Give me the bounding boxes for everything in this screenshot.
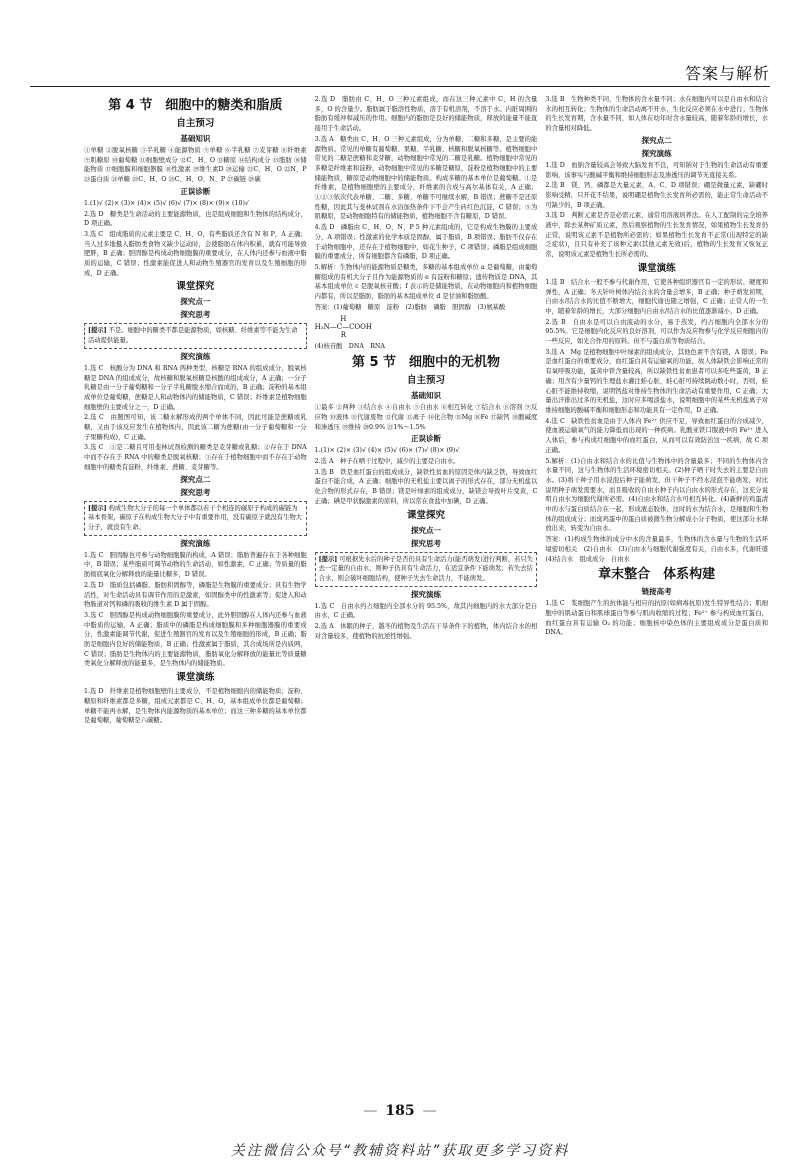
answer-text: 2.选 D 糖类是生命活动的主要能源物质，也是组成细胞和生物体的结构成分，D 项正确。 [84,210,307,228]
chapter-title: 章末整合 体系构建 [598,567,716,583]
heading-tjyl: 探究演练 [411,589,441,599]
heading-ktyl: 课堂演练 [637,262,676,274]
answer-text: 2.选 B 自由水是可以自由流动的水分，易于蒸发，约占细胞内全部水分的 95.5%。它是细胞内化反应的良好溶剂，可以作为反应物参与化学反应细胞内的一些反应，如光合作用的原料。但不与蛋白质等物质结合。 [545,318,769,346]
heading-zhengwu: 正误诊断 [180,186,211,196]
answer-text: 3.选 D 判断元素是否是必需元素，通常用溶液培养法。在人工配制的完全培养液中，除去某种矿质元素，然后观察植物的生长发育情况，如果植物生长发育仍正常，说明该元素不是植物所必需的；如果植物生长发育不正常(出现特定的缺乏症状)，且只有补充了该种元素(其他元素无效)后，植物的生长发育又恢复正常，说明该元素是植物生长所必需的。 [545,212,769,259]
heading-ketang: 课堂探究 [176,281,215,293]
answer-text: 2.选 D 脂肪由 C、H、O 三种元素组成，而在这三种元素中 C、H 的含量多，O 的含量少。脂肪属于脂溶性物质，溶于有机溶剂，不溶于水。内脏周围的脂肪有缓冲和减压的作用。细胞内的脂肪是良好的储能物质，释放的能量不能直接用于生命活动。 [314,96,538,133]
formula-h: H [340,315,347,324]
tip-box [84,323,307,348]
answer-text: 3.选 C 胆固醇是构成动物细胞膜的重要成分，此外胆固醇在人体内还参与血液中脂质的运输，A 正确；脂质中的磷脂是构成细胞膜和多种细胞器膜的重要成分，性激素能调节代谢，促进生殖器官的发育以及生殖细胞的形成，B 正确；脂肪是细胞内良好的储能物质，B 正确；性激素属于脂质，其合成场所是内质网，C 错误；脂肪是生物体内的主要能源物质，脂肪氧化分解释放的能量比等质量糖类氧化分解释放的能量多，是生物体内的储能物质。 [84,611,307,668]
heading-lianjie: 链接高考 [641,587,672,597]
tip-label: [提示] [318,555,338,563]
answer-text: 2.选 A 种子在晒干过程中，减少的主要是自由水。 [314,457,460,465]
answer-text: 1.(1)√ (2)× (3)× (4)× (5)√ (6)√ (7)× (8)× (9)× (10)√ [84,199,249,207]
column-1 [84,95,307,1095]
page-header [30,55,770,87]
answer-text: 1.选 D 血钠含量较高会导致大脑发育不良，可知钠对于生物的生命活动有重要影响，该事实与酸碱平衡和维持细胞形态及渗透压的调节无直接关系。 [545,161,769,179]
answer-text: 2.选 A 休眠的种子，越冬的植物及生活在干旱条件下的植物，体内结合水的相对含量较多，使植物的抗逆性增强。 [314,623,538,640]
answer-text: 1.选 C 核酸分为 DNA 和 RNA 两种类型，核糖是 RNA 的组成成分，脱氧核糖是 DNA 的组成成分，故核糖和脱氧核糖是核酸的组成成分，A 正确；一分子乳糖是由一分子葡萄糖和一分子半乳糖脱水缩合而成的，B 正确；淀粉的基本组成单位是葡萄糖，蔗糖是人和动物体内的储能物质，C 错误；纤维素是植物细胞细胞壁的主要成分之一，D 正确。 [84,364,307,411]
tip-text: 构成生物大分子的每一个单体都以若干个相连的碳原子构成的碳链为基本骨架，碳原子在构成生物大分子中有重要作用，没有碳原子就没有生物大分子，就没有生命。 [88,504,303,531]
heading-tjd1: 探究点一 [180,297,211,307]
answer-text: 5.解析：(1)自由水和结合水的比值与生物体中的含量最多；不同的生物体内含水量不同，这与生物体的生活环境密切相关。(2)种子晒干时失去的主要是自由水。(3)将干种子用水浸泡后种子能萌发，但干种子不经水浸泡不能萌发，对比说明种子萌发需要水，而且吸收的自由水种子内以自由水的形式存在，这充分说明自由水为细胞代谢所必需。(4)自由水和结合水可相互转化。(4)新鲜的鸡蛋清中的水与蛋白质结合在一起，形成液态胶体，这时的水为结合水，是细胞和生物体的组成成分；而臭鸡蛋中的蛋白质被微生物分解成小分子物质，使这部分水释放出来，转变为自由水。 [545,457,769,533]
heading-zizhu: 自主预习 [407,375,446,387]
tip-box [315,552,538,587]
heading-zhengwu: 正误诊断 [411,434,441,444]
basic-knowledge: ①最多 ②两种 ③结合水 ④自由水 ⑤自由水 ⑥相互转化 ⑦结合水 ⑧溶剂 ⑨反应物 ⑩液体 ⑪代谢废物 ⑫代谢 ⑬离子 ⑭化合物 ⑮Mg ⑯Fe ⑰缺钙 ⑱酸碱度和渗透压 ⑲维持 ⑳0.9% ㉑1%～1.5% [314,404,538,431]
answer-text: (4)核苷酸 DNA RNA [314,343,385,351]
answer-text: 1.(1)× (2)× (3)√ (4)× (5)√ (6)× (7)√ (8)× (9)√ [314,447,460,455]
section-title: 第 5 节 细胞中的无机物 [351,355,501,371]
heading-jichu: 基础知识 [411,391,441,401]
answer-text: 答案：(1)葡萄糖 糖原 淀粉 (2)脂肪 磷脂 胆固醇 (3)氨基酸 [314,303,506,311]
answer-text: 2.选 D 脂质包括磷脂、脂肪和固醇等，磷脂是生物膜的重要成分；具有生物学活性，对生命活动具有调节作用的是激素，如固醇类中的性激素等；促进人和动物肠道对钙和磷的吸收的维生素 D 属于固醇。 [84,581,307,609]
answer-text: 1.选 B 结合水一般不参与代谢作用，它使各种组织器官有一定的形状、硬度和弹性，A 正确；冬天针叶树体内结合水的含量会增多，B 正确；种子萌发初期，自由水/结合水的比值不断增大，细胞代谢也随之增强，C 正确；正常人的一生中，随着年龄的增长，大部分细胞内自由水/结合水的比值逐渐减小，D 正确。 [545,278,769,315]
heading-tjsk: 探究思考 [180,310,211,320]
heading-zizhu: 自主预习 [176,118,215,129]
answer-text: 答案：(1)构成生物体的成分中水的含量最多，生物体的含水量与生物的生活环境密切相关 (2)自由水 (3)自由水与细胞代谢强度有关，自由水多，代谢旺盛 (4)结合水 组成成分 自由水 [545,536,775,563]
basic-knowledge: ①单糖 ②脱氧核糖 ③半乳糖 ④能源物质 ⑤单糖 ⑥半乳糖 ⑦麦芽糖 ⑧纤维素 ⑨肌糖原 ⑩葡萄糖 ⑪细胞壁成分 ⑫C、H、O ⑬糖原 ⑭结构成分 ⑮脂肪 ⑯储能物质 ⑰细胞膜和细胞器膜 ⑱性激素 ⑲维生素D ⑳运输 ㉑C、H、O ㉒N、P ㉓蛋白质 ㉔单糖 ㉕C、H、O ㉖C、H、O、N、P ㉗碳链 ㉘碳 [84,147,307,184]
tip-text: 不是。细胞中的糖类不都是能源物质，如核糖、纤维素等不能为生命活动提供能量。 [88,327,298,345]
answer-text: 2.选 C 由题图可知，该二糖水解形成的两个单体不同，因此可能是蔗糖或乳糖，又由于该反应发生在植物体内，因此该二糖为蔗糖(由一分子葡萄糖和一分子果糖构成)，C 正确。 [84,414,307,441]
footer-watermark: 关注微信公众号“教辅资料站”获取更多学习资料 [230,1143,570,1159]
heading-tjd1: 探究点一 [411,525,441,535]
tip-box [84,501,307,536]
formula-r: R [340,331,346,340]
tip-label: [提示] [88,327,107,335]
tip-text: 可根据先水后的种子是否仍具有生命活力(能否萌发)进行判断，若只失去一定量的自由水，则种子仍具有生命活力，在适宜条件下能萌发；若失去结合水，则会破坏细胞结构，使种子失去生命活力，不能萌发。 [318,555,534,582]
answer-text: 3.选 C ①是二糖且可用斐林试剂检测的糖类是麦芽糖或乳糖；②存在于 DNA 中而不存在于 RNA 中的糖类是脱氧核糖；③存在于植物细胞中而不存在于动物细胞中的糖类有淀粉、纤维素、蔗糖、麦芽糖等。 [84,444,307,471]
answer-text: 5.解析：生物体内的能源物质是糖类，多糖的基本组成单位 a 是葡萄糖，由葡萄糖组成的有机大分子且作为能源物质的 e 有淀粉和糖原；遗传物质是 DNA，其基本组成单位 c 是脱氧核苷酸；f 表示的是储能物质，在动物细胞内和植物细胞内都有，所以是脂肪，脂肪的基本组成单位 d 是甘油和脂肪酸。 [314,263,538,301]
answer-text: 1.选 C 自由水约占细胞内全部水分的 95.5%，故其内细胞内的水大部分是自由水，C 正确。 [314,602,538,620]
heading-tjd2: 探究点二 [180,474,211,484]
heading-tjyl: 探究演练 [180,351,211,361]
column-3 [545,95,775,1095]
heading-tjsk2: 探究思考 [180,487,211,497]
heading-tjd2: 探究点二 [641,135,672,145]
answer-text: 3.选 A Mg 是植物细胞中叶绿素的组成成分，其他色素不含有镁，A 错误；Fe 是血红蛋白的重要成分，血红蛋白具有运输氧的功能，故人体缺铁会影响正常的有氧呼吸功能，蛋黄中铁含量较高，所以缺铁性贫血患者可以多吃些蛋黄，B 正确；用含有少量钙的生理盐水灌注蛙心脏，蛙心脏可持续跳动数小时，否则，蛙心脏不能维持收缩，说明钙盐对维持生物体的生命活动有重要作用，C 正确；大量出汗排出过多的无机盐，这时应多喝淡盐水，说明细胞中的某些无机盐离子对维持细胞的酸碱平衡和细胞形态和功能具有一定作用，D 正确。 [545,348,769,414]
amino-acid-formula [315,315,538,339]
answer-text: 1.选 D 纤维素是植物细胞壁的主要成分，不是植物细胞内的储能物质；淀粉、糖原和纤维素都是多糖，组成元素都是 C、H、O，基本组成单位都是葡萄糖；单糖不能再水解，是生物体内能源物质的基本单位；而这三种多糖的基本单位都是葡萄糖，葡萄糖是六碳糖。 [84,688,307,725]
content-columns [84,95,775,1095]
answer-text: 2.选 B 镁、钙、磷都是大量元素，A、C、D 项错误；硼是微量元素，缺硼时影响受精，只开花不结果，说明硼是植物生长发育所必需的，能正常生命活动不可缺少的，B 项正确。 [545,182,769,209]
answer-text: 3.选 B 铁是血红蛋白的组成成分，缺铁性贫血的原因是体内缺乏铁，导致血红蛋白不能合成，A 正确；细胞中的无机盐主要以离子的形式存在，部分无机盐以化合物的形式存在，B 错误；镁是叶绿素的组成成分，缺镁会导致叶片变黄，C 正确；碘是甲状腺激素的原料，所以常在食盐中加碘，D 正确。 [314,468,538,505]
tip-label: [提示] [88,504,107,512]
heading-tjyl: 探究演练 [641,148,672,158]
heading-tjyl2: 探究演练 [180,538,211,548]
answer-text: 3.选 B 生物种类不同，生物体的含水量不同；水在细胞内可以是自由水和结合水的相互转化；生物体的生命活动离不开水，生化反应必须在水中进行；生物体的生长发育期，含水量不同，如人体在幼年时含水量较高，随着年龄的增长，水的含量相对降低。 [545,96,769,133]
formula-main: H₂N—C—COOH [314,323,373,332]
heading-ktyl: 课堂演练 [176,672,215,684]
answer-text: 3.选 A 糖类由 C、H、O 三种元素组成，分为单糖、二糖和多糖，是主要的能源物质。常见的单糖有葡萄糖、果糖、半乳糖、核糖和脱氧核糖等。植物细胞中常见的二糖是蔗糖和麦芽糖，动物细胞中常见的二糖是乳糖。植物细胞中常见的多糖是纤维素和淀粉，动物细胞中常见的多糖是糖原，淀粉是植物细胞中的主要储能物质，糖原是动物细胞中的储能物质。构成多糖的基本单位是葡萄糖。①是纤维素，是植物细胞壁的主要成分，纤维素的合成与高尔基体有关，A 正确；①②③依次代表单糖、二糖、多糖，单糖不可继续水解，B 错误；蔗糖不是还原性糖，因此其与斐林试剂在水浴加热条件下不会产生砖红色沉淀，C 错误；⑤为肌糖原，是动物细胞特有的储能物质，植物细胞不含有糖原，D 错误。 [314,135,538,221]
heading-jichu: 基础知识 [180,134,211,143]
answer-text: 3.选 C 组成脂质的元素主要是 C、H、O，有些脂质还含有 N 和 P，A 正确；当人过多地摄入脂肪类食物又缺少运动时，会使脂肪在体内积累，就有可能导致肥胖，B 正确；胆固醇是构成动物细胞膜的重要成分，在人体内还参与血液中脂质的运输，C 错误；性激素能促进人和动物生殖器官的发育以及生殖细胞的形成，D 正确。 [84,230,307,277]
heading-tjsk: 探究思考 [411,538,441,548]
heading-ketang: 课堂探究 [407,509,446,521]
column-2 [315,95,538,1095]
section-title: 第 4 节 细胞中的糖类和脂质 [108,98,283,113]
answer-text: 4.选 D 磷脂由 C、H、O、N、P 5 种元素组成的，它是构成生物膜的主要成分，A 项错误；性激素的化学本质是固醇，属于脂质，B 项错误；脂肪不仅存在于动物细胞中，还存在于植物细胞中，如花生种子，C 项错误；磷脂是组成细胞膜的重要成分，所有细胞都含有磷脂，D 项正确。 [314,224,538,261]
answer-text: 1.选 C 胆固醇也可参与动物细胞膜的构成，A 错误；脂肪普遍存在于各种细胞中，B 错误；某些脂质可调节动物的生命活动，如性激素，C 正确；等质量的脂肪彻底氧化分解释放的能量比糖多，D 错误。 [84,551,307,579]
header-title: 答案与解析 [684,64,770,83]
page-number: — 185 — [363,1103,437,1119]
page-number-text: 185 [385,1103,415,1119]
answer-text: 1.选 C 浆细胞产生的抗体能与相应的抗原(如病毒抗原)发生特异性结合；肌细胞中的肌动蛋白和肌球蛋白等参与肌肉收缩的过程；Fe²⁺ 参与构成血红蛋白，血红蛋白具有运输 O₂ 的功能；细胞核中染色体的主要组成成分是蛋白质和 DNA。 [545,600,769,637]
answer-text: 4.选 C 缺铁性贫血是由于人体内 Fe²⁺ 供应不足，导致血红蛋白的合成减少，使血液运输氧气的能力降低而出现的一种疾病。乳酸亚铁口服液中的 Fe²⁺ 进入人体后，参与构成红细胞中的血红蛋白，从而可以有效防治这一疾病，故 C 项正确。 [545,417,769,454]
